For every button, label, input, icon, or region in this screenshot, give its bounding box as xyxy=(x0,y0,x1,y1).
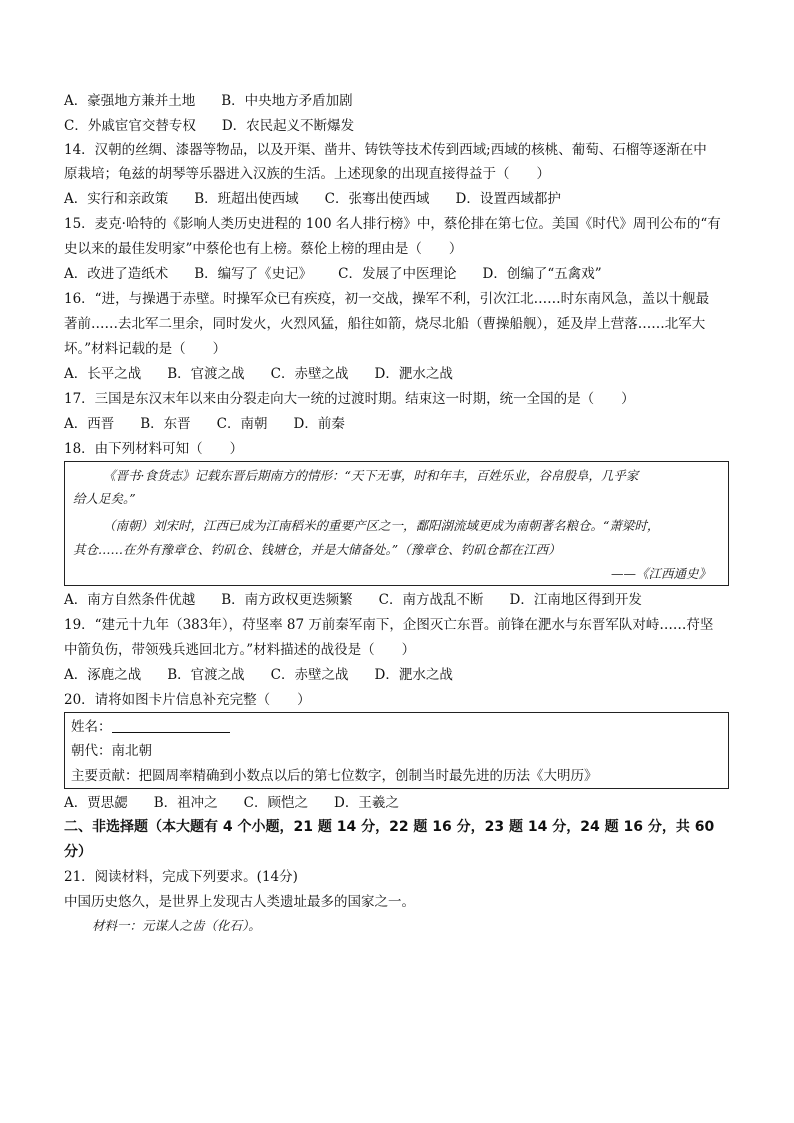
q18-material-1-line-2: 给人足矣。” xyxy=(73,491,136,506)
q19-option-c: C．赤壁之战 xyxy=(270,667,349,683)
q15-option-d: D．创编了“五禽戏” xyxy=(482,266,602,282)
q19-options xyxy=(64,666,479,684)
q20-card-name-row xyxy=(71,718,230,736)
q14-options xyxy=(64,190,587,208)
q13-option-c: C．外戚宦官交替专权 xyxy=(64,118,196,134)
q20-card-dynasty: 朝代：南北朝 xyxy=(71,743,152,759)
q18-option-d: D．江南地区得到开发 xyxy=(509,592,642,608)
q18-source: ——《江西通史》 xyxy=(611,566,712,581)
q13-options-row-2 xyxy=(64,117,380,135)
q17-option-c: C．南朝 xyxy=(216,416,268,432)
q16-stem-line-3: 坏。”材料记载的是（ ） xyxy=(64,341,227,357)
q16-option-b: B．官渡之战 xyxy=(167,366,245,382)
q21-stem-line-1: 21．阅读材料，完成下列要求。(14分) xyxy=(64,869,298,885)
q20-options xyxy=(64,794,425,812)
q20-option-b: B．祖冲之 xyxy=(153,795,218,811)
q15-option-a: A．改进了造纸术 xyxy=(64,266,169,282)
q19-option-d: D．淝水之战 xyxy=(374,667,453,683)
q20-card-name-blank xyxy=(112,718,230,733)
q20-stem: 20．请将如图卡片信息补充完整（ ） xyxy=(64,692,311,708)
q18-material-2-line-2: 其仓……在外有豫章仓、钓矶仓、钱塘仓，并是大储备处。”（豫章仓、钓矶仓都在江西） xyxy=(73,542,561,557)
q17-option-a: A．西晋 xyxy=(64,416,115,432)
q17-options xyxy=(64,415,371,433)
q14-option-d: D．设置西域都护 xyxy=(455,191,561,207)
q18-material-1-line-1: 《晋书·食货志》记载东晋后期南方的情形：“天下无事，时和年丰，百姓乐业，谷帛殷阜，几乎家 xyxy=(103,468,639,483)
q13-option-b: B．中央地方矛盾加剧 xyxy=(221,93,353,109)
q21-material-1: 材料一：元谋人之齿（化石）。 xyxy=(92,918,261,933)
q19-option-b: B．官渡之战 xyxy=(167,667,245,683)
q18-option-b: B．南方政权更迭频繁 xyxy=(221,592,353,608)
q20-option-c: C．顾恺之 xyxy=(243,795,309,811)
q20-card-name-label: 姓名： xyxy=(71,719,112,735)
q18-option-a: A．南方自然条件优越 xyxy=(64,592,196,608)
q16-stem-line-1: 16．“进，与操遇于赤壁。时操军众已有疾疫，初一交战，操军不利，引次江北……时东南风急，盖以十舰最 xyxy=(64,291,710,307)
q18-stem: 18．由下列材料可知（ ） xyxy=(64,441,244,457)
q13-options-row-1 xyxy=(64,92,379,110)
q21-stem-line-2: 中国历史悠久，是世界上发现古人类遗址最多的国家之一。 xyxy=(64,894,415,910)
q17-option-b: B．东晋 xyxy=(140,416,191,432)
section-2-title-line-1: 二、非选择题（本大题有 4 个小题，21 题 14 分，22 题 16 分，23 题 14 分，24 题 16 分，共 60 xyxy=(64,819,715,835)
q16-option-a: A．长平之战 xyxy=(64,366,142,382)
q14-option-c: C．张骞出使西域 xyxy=(324,191,430,207)
q16-options xyxy=(64,365,479,383)
q20-option-a: A．贾思勰 xyxy=(64,795,128,811)
q19-option-a: A．涿鹿之战 xyxy=(64,667,142,683)
q15-option-c: C．发展了中医理论 xyxy=(338,266,457,282)
q16-option-d: D．淝水之战 xyxy=(374,366,453,382)
q15-options xyxy=(64,265,628,283)
q17-stem: 17．三国是东汉末年以来由分裂走向大一统的过渡时期。结束这一时期，统一全国的是（ ） xyxy=(64,391,635,407)
q20-card xyxy=(64,712,729,789)
q14-option-b: B．班超出使西域 xyxy=(194,191,299,207)
q18-material-2-line-1: （南朝）刘宋时，江西已成为江南稻米的重要产区之一，鄱阳湖流域更成为南朝著名粮仓。“萧梁时， xyxy=(103,518,660,533)
q16-stem-line-2: 著前……去北军二里余，同时发火，火烈风猛，船往如箭，烧尽北船（曹操船舰），延及岸上营落……北军大 xyxy=(64,316,706,332)
q14-stem-line-2: 原栽培；龟兹的胡琴等乐器进入汉族的生活。上述现象的出现直接得益于（ ） xyxy=(64,166,550,182)
q13-option-d: D．农民起义不断爆发 xyxy=(221,118,355,134)
q15-stem-line-2: 史以来的最佳发明家”中蔡伦也有上榜。蔡伦上榜的理由是（ ） xyxy=(64,241,463,257)
q18-options xyxy=(64,591,668,609)
q19-stem-line-1: 19．“建元十九年（383年），苻坚率 87 万前秦军南下，企图灭亡东晋。前锋在淝水与东晋军队对峙……苻坚 xyxy=(64,617,714,633)
q16-option-c: C．赤壁之战 xyxy=(270,366,349,382)
q20-option-d: D．王羲之 xyxy=(334,795,399,811)
q18-material-box xyxy=(64,461,729,586)
section-2-title-line-2: 分） xyxy=(64,844,92,860)
q15-option-b: B．编写了《史记》 xyxy=(194,266,313,282)
q18-option-c: C．南方战乱不断 xyxy=(378,592,484,608)
q13-option-a: A．豪强地方兼并土地 xyxy=(64,93,196,109)
q20-card-contribution: 主要贡献：把圆周率精确到小数点以后的第七位数字，创制当时最先进的历法《大明历》 xyxy=(71,768,598,784)
q19-stem-line-2: 中箭负伤，带领残兵逃回北方。”材料描述的战役是（ ） xyxy=(64,642,416,658)
q14-option-a: A．实行和亲政策 xyxy=(64,191,169,207)
q15-stem-line-1: 15．麦克·哈特的《影响人类历史进程的 100 名人排行榜》中，蔡伦排在第七位。美国《时代》周刊公布的“有 xyxy=(64,216,721,232)
q14-stem-line-1: 14．汉朝的丝绸、漆器等物品，以及开渠、凿井、铸铁等技术传到西域;西域的核桃、葡萄、石榴等逐渐在中 xyxy=(64,142,707,158)
q17-option-d: D．前秦 xyxy=(293,416,345,432)
